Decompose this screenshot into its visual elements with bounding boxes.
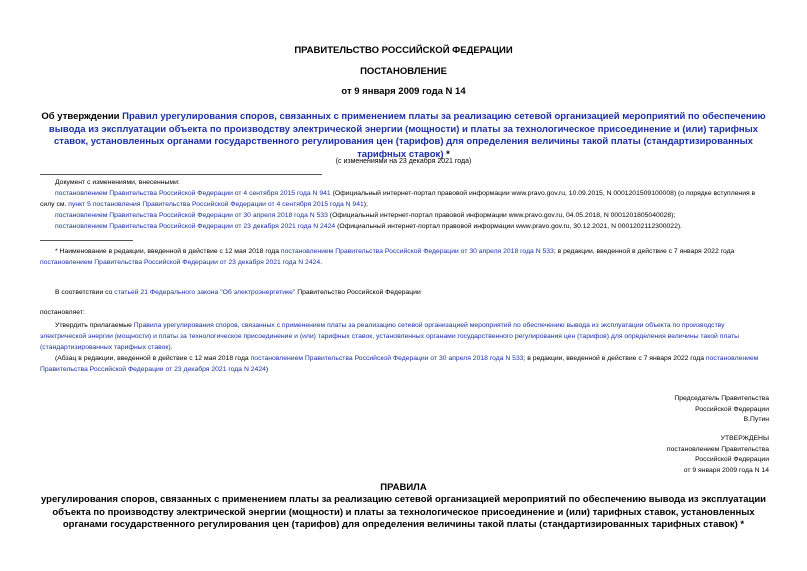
- accordance-text: В соответствии со: [55, 289, 115, 296]
- rules-subtitle: урегулирования споров, связанных с применением платы за реализацию сетевой организацией мероприятий по обеспечению вывода из эксплуатации объекта по производству электрической энергии (мощности) и платы за технологическое присоединение и (или) тарифных ставок, установленных органами государственного регулирования цен (тарифов) для определения величины такой платы (стандартизированных тарифных ставок) *: [40, 494, 766, 530]
- footnote-text: * Наименование в редакции, введенной в действие с 12 мая 2018 года: [55, 248, 281, 255]
- signature-position: Председатель Правительства: [674, 395, 769, 402]
- change-link[interactable]: постановлением Правительства Российской Федерации от 4 сентября 2015 года N 941: [55, 190, 331, 197]
- rules-link[interactable]: Правила урегулирования споров, связанных с применением платы за реализацию сетевой организацией мероприятий по обеспечению вывода из эксплуатации объекта по производству электрической энергии (мощности) и платы за технологическое присоединение и (или) тарифных ставок, установленных органами государственного регулирования цен (тарифов) для определения величины такой платы (стандартизированных тарифных ставок): [40, 322, 739, 351]
- document-title: [40, 111, 767, 161]
- abzac-text: ; в редакции, введенной в действие с 7 января 2022 года: [523, 355, 706, 362]
- divider-top: [40, 174, 322, 175]
- approved-line: постановлением Правительства: [666, 445, 769, 453]
- signature-name: В.Путин: [743, 416, 769, 423]
- approved-heading: УТВЕРЖДЕНЫ: [720, 435, 769, 442]
- document-type: ПОСТАНОВЛЕНИЕ: [360, 66, 447, 77]
- accordance-text: Правительство Российской Федерации: [295, 289, 421, 296]
- approved-date: от 9 января 2009 года N 14: [683, 466, 769, 474]
- law-article-link[interactable]: статьей 21 Федерального закона "Об электроэнергетике": [114, 289, 296, 296]
- change-item: [40, 210, 770, 221]
- government-name: ПРАВИТЕЛЬСТВО РОССИЙСКОЙ ФЕДЕРАЦИИ: [294, 45, 513, 56]
- resolves-label: постановляет:: [40, 309, 85, 316]
- signature-country: Российской Федерации: [695, 405, 769, 413]
- footnote-link-533[interactable]: постановлением Правительства Российской Федерации от 30 апреля 2018 года N 533: [280, 248, 554, 255]
- divider-footnote: [40, 240, 133, 241]
- document-date: от 9 января 2009 года N 14: [341, 86, 466, 97]
- rules-title: ПРАВИЛА: [380, 482, 427, 493]
- signature-block: [469, 394, 769, 426]
- changes-note: (с изменениями на 23 декабря 2021 года): [335, 158, 472, 165]
- title-footnote: [40, 246, 770, 268]
- abzac-text: (Абзац в редакции, введенной в действие с 12 мая 2018 года: [55, 355, 251, 362]
- abzac-link-2424[interactable]: постановлением Правительства Российской Федерации от 23 декабря 2021 года N 2424: [40, 355, 759, 373]
- footnote-link-2424[interactable]: постановлением Правительства Российской Федерации от 23 декабря 2021 года N 2424: [40, 259, 321, 266]
- approve-paragraph: [40, 320, 770, 353]
- approved-line: Российской Федерации: [695, 456, 769, 463]
- approve-text: Утвердить прилагаемые: [55, 322, 134, 329]
- change-text: (Официальный интернет-портал правовой информации www.pravo.gov.ru, 04.05.2018, N 0001201805040028);: [327, 212, 676, 219]
- change-text-secondary: );: [363, 201, 368, 208]
- footnote-text: ; в редакции, введенной в действие с 7 января 2022 года: [553, 248, 735, 255]
- abzac-text: ): [265, 366, 269, 373]
- change-item: [40, 221, 770, 232]
- title-suffix: *: [443, 148, 450, 160]
- change-link-secondary[interactable]: пункт 5 постановления Правительства Российской Федерации от 4 сентября 2015 года N 941: [68, 201, 364, 208]
- change-link[interactable]: постановлением Правительства Российской Федерации от 30 апреля 2018 года N 533: [55, 212, 328, 219]
- change-link[interactable]: постановлением Правительства Российской Федерации от 23 декабря 2021 года N 2424: [55, 223, 336, 230]
- approve-text: .: [170, 344, 173, 351]
- footnote-text: .: [320, 259, 323, 266]
- title-rules-link[interactable]: Правил урегулирования споров, связанных с применением платы за реализацию сетевой организацией мероприятий по обеспечению вывода из эксплуатации объекта по производству электрической энергии (мощности) и платы за технологическое присоединение и (или) тарифных ставок, установленных органами государственного регулирования цен (тарифов) для определения величины такой платы (стандартизированных тарифных ставок): [48, 111, 766, 160]
- change-list: [40, 188, 770, 232]
- doc-with-changes-label: Документ с изменениями, внесенными:: [55, 179, 180, 186]
- abzac-link-533[interactable]: постановлением Правительства Российской Федерации от 30 апреля 2018 года N 533: [250, 355, 524, 362]
- title-prefix: Об утверждении: [41, 111, 123, 122]
- change-text: (Официальный интернет-портал правовой информации www.pravo.gov.ru, 30.12.2021, N 0001202112300022).: [335, 223, 683, 230]
- approved-block: [469, 434, 769, 476]
- accordance-paragraph: [55, 289, 421, 296]
- change-item: [40, 188, 770, 210]
- change-text: (Официальный интернет-портал правовой информации www.pravo.gov.ru, 10.09.2015, N 0001201509100008) (о порядке вступления в силу см.: [40, 190, 756, 208]
- abzac-paragraph: [40, 353, 770, 375]
